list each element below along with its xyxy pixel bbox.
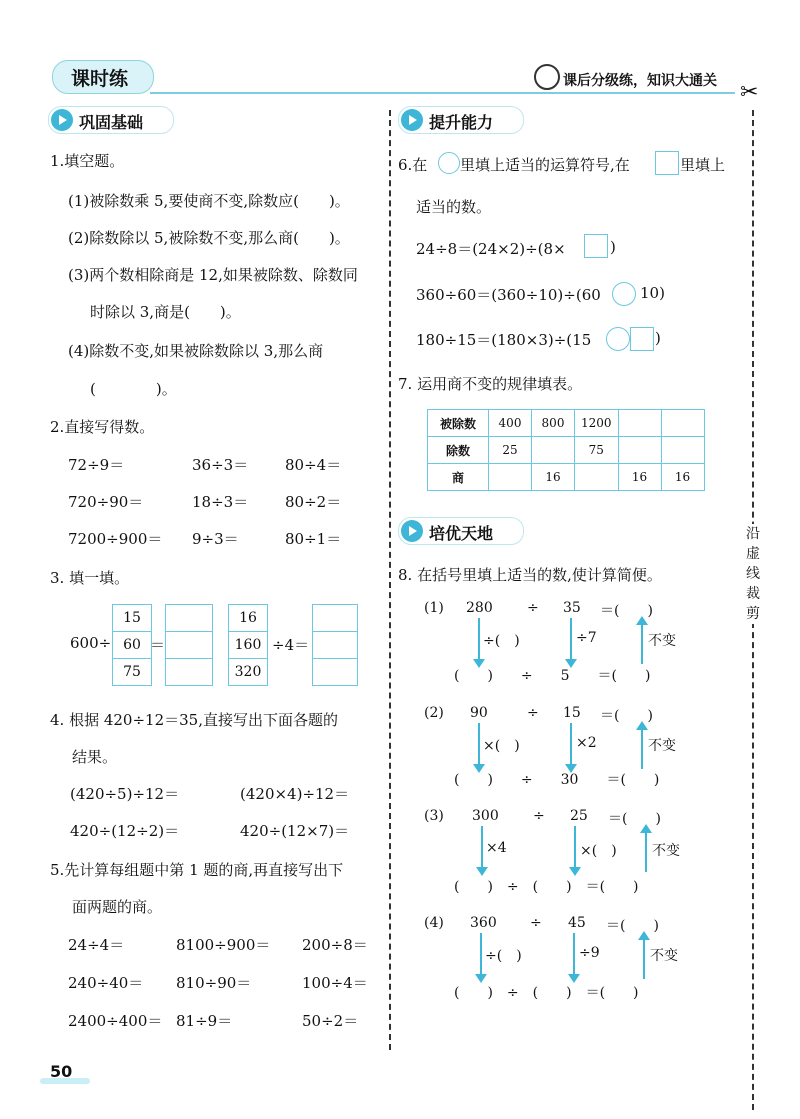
q3-col1-cell: 60: [113, 632, 151, 659]
section-improve: 提升能力: [398, 106, 524, 134]
q4-item: 420÷(12÷2)＝: [70, 822, 180, 840]
table-cell: 400: [489, 410, 532, 437]
q6-e3: 180÷15＝(180×3)÷(15: [416, 331, 592, 349]
q5-cell: 2400÷400＝: [68, 1012, 163, 1030]
q8-g2-a: 90: [470, 705, 488, 721]
table-cell[interactable]: [532, 437, 575, 464]
answer-circle[interactable]: [612, 282, 636, 306]
q8-g1-b: 35: [563, 600, 581, 616]
q8-g2-lb: ×2: [576, 735, 597, 751]
q8-g3-unchanged: 不变: [652, 843, 680, 859]
answer-cell[interactable]: [313, 605, 357, 632]
answer-cell[interactable]: [313, 659, 357, 685]
q6-e3-close: ): [655, 329, 661, 347]
answer-cell[interactable]: [166, 632, 212, 659]
q8-g1-lb: ÷7: [576, 630, 597, 646]
q5-cell: 50÷2＝: [302, 1012, 359, 1030]
down-arrow-icon: [480, 933, 482, 975]
down-arrow-icon: [478, 618, 480, 660]
q8-g3-r2: ( ) ÷ ( ) ＝( ): [454, 879, 639, 895]
q7-title: 7. 运用商不变的规律填表。: [398, 375, 583, 393]
answer-box[interactable]: [584, 234, 608, 258]
q3-title: 3. 填一填。: [50, 569, 130, 587]
q8-g1-num: (1): [424, 600, 444, 616]
q8-g1-eq: ＝( ): [600, 603, 653, 619]
q2-r3c3: 80÷1＝: [285, 530, 342, 548]
operator-circle-legend: [438, 152, 460, 174]
scissors-icon: ✂: [740, 80, 759, 105]
q2-r2c1: 720÷90＝: [68, 493, 144, 511]
table-cell[interactable]: [661, 410, 704, 437]
q8-g1-unchanged: 不变: [648, 633, 676, 649]
table-cell[interactable]: [661, 437, 704, 464]
q6-e1: 24÷8＝(24×2)÷(8×: [416, 240, 566, 258]
q8-g2-eq: ＝( ): [600, 708, 653, 724]
up-arrow-icon: [641, 729, 643, 769]
q6-l1b: 里填上适当的运算符号,在: [460, 156, 630, 174]
answer-box[interactable]: [630, 327, 654, 351]
q4-item: (420÷5)÷12＝: [70, 785, 180, 803]
q2-r1c2: 36÷3＝: [192, 456, 249, 474]
q5-cell: 200÷8＝: [302, 936, 368, 954]
q6-e2b: 10): [640, 284, 665, 302]
play-icon: [401, 109, 423, 131]
q4-item: 420÷(12×7)＝: [240, 822, 350, 840]
table-cell: 800: [532, 410, 575, 437]
q5-title-b: 面两题的商。: [72, 898, 163, 916]
table-cell[interactable]: [618, 410, 661, 437]
q8-g2-num: (2): [424, 705, 444, 721]
q8-g4-r2: ( ) ÷ ( ) ＝( ): [454, 985, 639, 1001]
q8-g1-la: ÷( ): [483, 633, 520, 649]
table-cell: 16: [661, 464, 704, 491]
header-rule: [150, 92, 735, 94]
q3-answer-col1[interactable]: [165, 604, 213, 686]
down-arrow-icon: [570, 723, 572, 765]
q2-r3c2: 9÷3＝: [192, 530, 239, 548]
lesson-tag: [52, 60, 154, 94]
q2-title: 2.直接写得数。: [50, 418, 155, 436]
answer-cell[interactable]: [166, 605, 212, 632]
q5-cell: 810÷90＝: [176, 974, 252, 992]
q8-g3-b: 25: [570, 808, 588, 824]
q5-cell: 240÷40＝: [68, 974, 144, 992]
table-cell[interactable]: [489, 464, 532, 491]
down-arrow-icon: [570, 618, 572, 660]
q8-g4-a: 360: [470, 915, 497, 931]
q8-g2-la: ×( ): [483, 738, 520, 754]
q2-r3c1: 7200÷900＝: [68, 530, 163, 548]
table-cell[interactable]: [618, 437, 661, 464]
q2-r2c2: 18÷3＝: [192, 493, 249, 511]
q1-title: 1.填空题。: [50, 152, 125, 170]
q3-col2-cell: 320: [234, 664, 262, 680]
table-header: 除数: [428, 437, 489, 464]
q6-e2: 360÷60＝(360÷10)÷(60: [416, 286, 601, 304]
answer-cell[interactable]: [166, 659, 212, 685]
q3-col2-cell: 16: [229, 605, 267, 632]
cut-label: 沿虚线裁剪: [746, 526, 760, 622]
q4-item: (420×4)÷12＝: [240, 785, 350, 803]
q8-g1-r2: ( ) ÷ 5 ＝( ): [454, 668, 651, 684]
q6-l1a: 6.在: [398, 156, 428, 174]
q8-g2-op: ÷: [527, 705, 539, 721]
q8-g4-unchanged: 不变: [650, 948, 678, 964]
table-cell[interactable]: [575, 464, 619, 491]
q8-g3-eq: ＝( ): [608, 811, 661, 827]
down-arrow-icon: [478, 723, 480, 765]
q6-l1c: 里填上: [680, 156, 726, 174]
q1-s1: (1)被除数乘 5,要使商不变,除数应( )。: [68, 192, 350, 210]
q8-g4-la: ÷( ): [485, 948, 522, 964]
q8-g3-a: 300: [472, 808, 499, 824]
q2-r1c1: 72÷9＝: [68, 456, 125, 474]
q3-col1-cell: 75: [123, 664, 141, 680]
down-arrow-icon: [573, 933, 575, 975]
q3-col2: [228, 604, 268, 686]
table-cell: 16: [532, 464, 575, 491]
q3-col1: [112, 604, 152, 686]
play-icon: [401, 520, 423, 542]
section-basic: 巩固基础: [48, 106, 174, 134]
table-cell: 25: [489, 437, 532, 464]
q8-g3-num: (3): [424, 808, 444, 824]
up-arrow-icon: [641, 624, 643, 664]
table-cell: 75: [575, 437, 619, 464]
q3-answer-col2[interactable]: [312, 604, 358, 686]
q1-s3a: (3)两个数相除商是 12,如果被除数、除数同: [68, 266, 358, 284]
q7-table: [427, 409, 705, 491]
q4-title-b: 结果。: [72, 748, 118, 766]
q8-g4-op: ÷: [530, 915, 542, 931]
alarm-clock-icon: [534, 64, 560, 90]
q8-title: 8. 在括号里填上适当的数,使计算简便。: [398, 566, 662, 584]
down-arrow-icon: [574, 826, 576, 868]
q8-g2-r2: ( ) ÷ 30 ＝( ): [454, 772, 660, 788]
q3-eq: ＝: [150, 636, 166, 654]
q8-g1-op: ÷: [527, 600, 539, 616]
q8-g1-a: 280: [466, 600, 493, 616]
q3-div4: ÷4＝: [272, 636, 310, 654]
q1-s3b: 时除以 3,商是( )。: [90, 303, 241, 321]
q5-cell: 100÷4＝: [302, 974, 368, 992]
answer-cell[interactable]: [313, 632, 357, 659]
number-box-legend: [655, 151, 679, 175]
q3-col1-cell: 15: [113, 605, 151, 632]
q3-col2-cell: 160: [229, 632, 267, 659]
q2-r2c3: 80÷2＝: [285, 493, 342, 511]
table-cell: 16: [618, 464, 661, 491]
page-number: 50: [50, 1062, 73, 1081]
up-arrow-icon: [643, 939, 645, 979]
q5-cell: 24÷4＝: [68, 936, 125, 954]
column-divider: [389, 110, 391, 1050]
q8-g2-b: 15: [563, 705, 581, 721]
q8-g4-lb: ÷9: [579, 945, 600, 961]
q8-g3-lb: ×( ): [580, 843, 617, 859]
q2-r1c3: 80÷4＝: [285, 456, 342, 474]
q6-e1-close: ): [610, 238, 616, 256]
section-advanced: 培优天地: [398, 517, 524, 545]
table-cell: 1200: [575, 410, 619, 437]
q1-s2: (2)除数除以 5,被除数不变,那么商( )。: [68, 229, 350, 247]
q1-s4a: (4)除数不变,如果被除数除以 3,那么商: [68, 342, 324, 360]
q3-left: 600÷: [70, 634, 112, 652]
q8-g3-la: ×4: [486, 840, 507, 856]
q8-g4-eq: ＝( ): [606, 918, 659, 934]
lesson-tag-text: 课时练: [71, 68, 129, 90]
q8-g2-unchanged: 不变: [648, 738, 676, 754]
up-arrow-icon: [645, 832, 647, 872]
q8-g4-num: (4): [424, 915, 444, 931]
q4-title-a: 4. 根据 420÷12＝35,直接写出下面各题的: [50, 711, 338, 729]
table-header: 被除数: [428, 410, 489, 437]
q1-s4b: ( )。: [90, 380, 177, 398]
header-slogan: 课后分级练，知识大通关: [563, 73, 717, 89]
answer-circle[interactable]: [606, 327, 630, 351]
q8-g3-op: ÷: [533, 808, 545, 824]
q6-l2: 适当的数。: [416, 198, 492, 216]
down-arrow-icon: [481, 826, 483, 868]
table-header: 商: [428, 464, 489, 491]
q5-cell: 81÷9＝: [176, 1012, 233, 1030]
play-icon: [51, 109, 73, 131]
q5-cell: 8100÷900＝: [176, 936, 271, 954]
q5-title-a: 5.先计算每组题中第 1 题的商,再直接写出下: [50, 861, 344, 879]
q8-g4-b: 45: [568, 915, 586, 931]
